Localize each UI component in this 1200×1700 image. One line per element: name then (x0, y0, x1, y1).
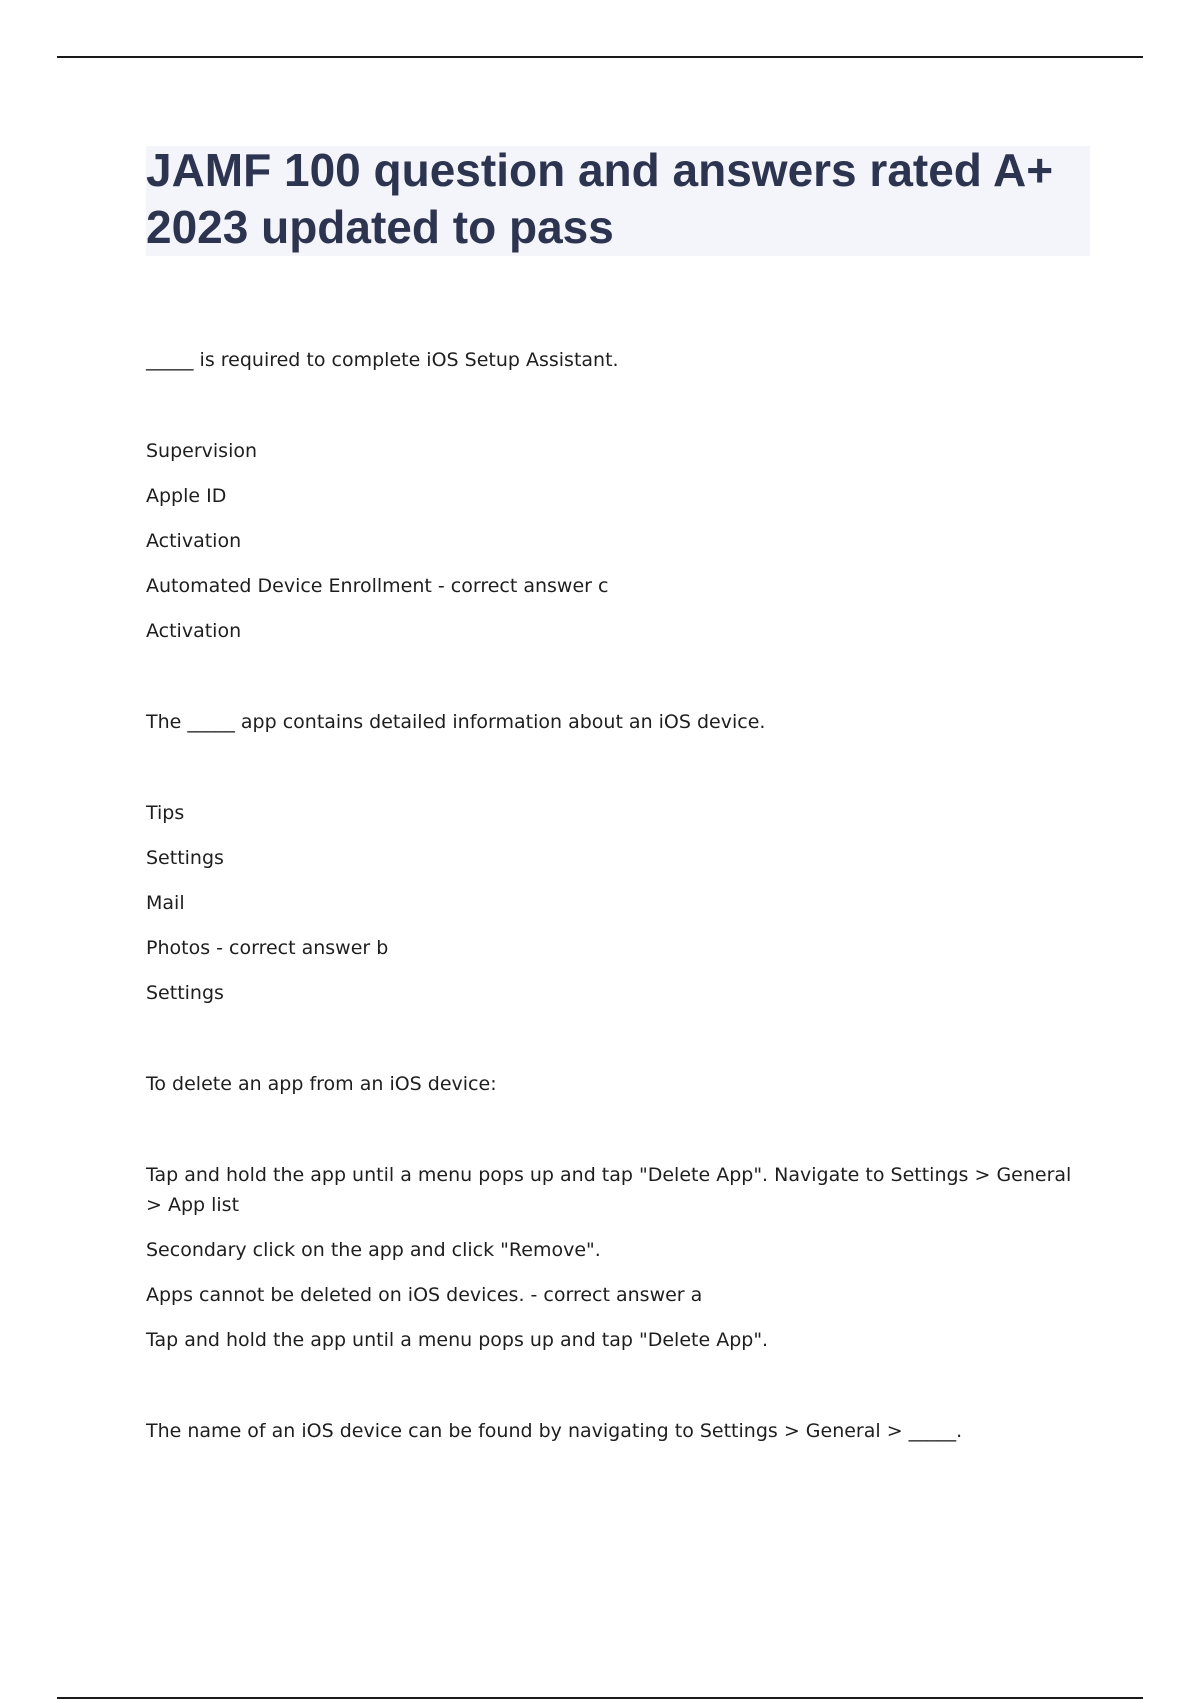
answer-option: Mail (146, 892, 185, 914)
document-body (146, 345, 1076, 1446)
question-block (146, 345, 1076, 646)
correct-answer: Settings (146, 982, 224, 1004)
question-text: The name of an iOS device can be found by navigating to Settings > General > _____. (146, 1420, 963, 1442)
correct-answer: Activation (146, 620, 242, 642)
answer-option: Apple ID (146, 485, 227, 507)
document-title: JAMF 100 question and answers rated A+ 2023 updated to pass (146, 144, 1054, 253)
question-text: _____ is required to complete iOS Setup Assistant. (146, 349, 619, 371)
answer-option: Supervision (146, 440, 258, 462)
question-block (146, 1069, 1076, 1355)
question-block (146, 1416, 1076, 1446)
answer-options (146, 798, 1076, 1008)
answer-option: Apps cannot be deleted on iOS devices. - correct answer a (146, 1284, 703, 1306)
question-text: The _____ app contains detailed information about an iOS device. (146, 711, 766, 733)
answer-options (146, 436, 1076, 646)
answer-options (146, 1160, 1076, 1355)
answer-option: Settings (146, 847, 224, 869)
answer-option: Automated Device Enrollment - correct answer c (146, 575, 609, 597)
bottom-divider (57, 1697, 1143, 1699)
answer-option: Tips (146, 802, 185, 824)
answer-option: Activation (146, 530, 242, 552)
question-block (146, 707, 1076, 1008)
answer-option: Tap and hold the app until a menu pops up and tap "Delete App". Navigate to Settings > General > App list (146, 1164, 1072, 1216)
correct-answer: Tap and hold the app until a menu pops up and tap "Delete App". (146, 1329, 769, 1351)
question-text: To delete an app from an iOS device: (146, 1073, 497, 1095)
top-divider (57, 56, 1143, 58)
answer-option: Secondary click on the app and click "Remove". (146, 1239, 601, 1261)
answer-option: Photos - correct answer b (146, 937, 389, 959)
